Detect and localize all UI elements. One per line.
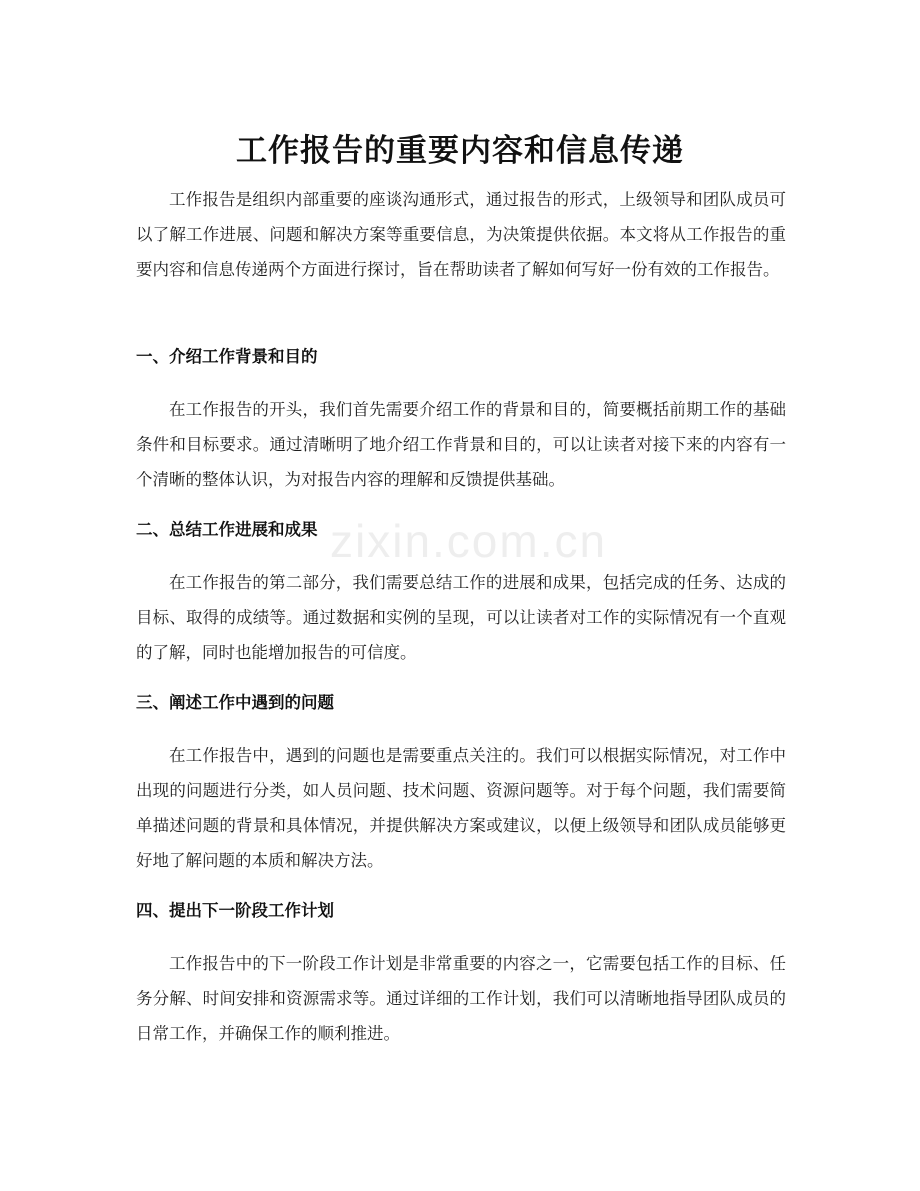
section-2-paragraph: 在工作报告的第二部分，我们需要总结工作的进展和成果，包括完成的任务、达成的目标、取得的成绩等。通过数据和实例的呈现，可以让读者对工作的实际情况有一个直观的了解，同时也能增加报告的可信度。 bbox=[136, 573, 786, 662]
section-3-heading: 三、阐述工作中遇到的问题 bbox=[136, 693, 334, 712]
section-2-heading: 二、总结工作进展和成果 bbox=[136, 520, 318, 539]
watermark: zixin.com.cn bbox=[330, 515, 608, 567]
section-4-heading: 四、提出下一阶段工作计划 bbox=[136, 901, 334, 920]
intro-paragraph: 工作报告是组织内部重要的座谈沟通形式，通过报告的形式，上级领导和团队成员可以了解工作进展、问题和解决方案等重要信息，为决策提供依据。本文将从工作报告的重要内容和信息传递两个方面进行探讨，旨在帮助读者了解如何写好一份有效的工作报告。 bbox=[136, 190, 786, 279]
section-1-heading: 一、介绍工作背景和目的 bbox=[136, 347, 318, 366]
section-1-paragraph: 在工作报告的开头，我们首先需要介绍工作的背景和目的，简要概括前期工作的基础条件和目标要求。通过清晰明了地介绍工作背景和目的，可以让读者对接下来的内容有一个清晰的整体认识，为对报告内容的理解和反馈提供基础。 bbox=[136, 400, 786, 489]
document-title: 工作报告的重要内容和信息传递 bbox=[236, 132, 684, 169]
section-4-paragraph: 工作报告中的下一阶段工作计划是非常重要的内容之一，它需要包括工作的目标、任务分解、时间安排和资源需求等。通过详细的工作计划，我们可以清晰地指导团队成员的日常工作，并确保工作的顺利推进。 bbox=[136, 954, 786, 1043]
section-3-paragraph: 在工作报告中，遇到的问题也是需要重点关注的。我们可以根据实际情况，对工作中出现的问题进行分类，如人员问题、技术问题、资源问题等。对于每个问题，我们需要简单描述问题的背景和具体情况，并提供解决方案或建议，以便上级领导和团队成员能够更好地了解问题的本质和解决方法。 bbox=[136, 746, 786, 870]
